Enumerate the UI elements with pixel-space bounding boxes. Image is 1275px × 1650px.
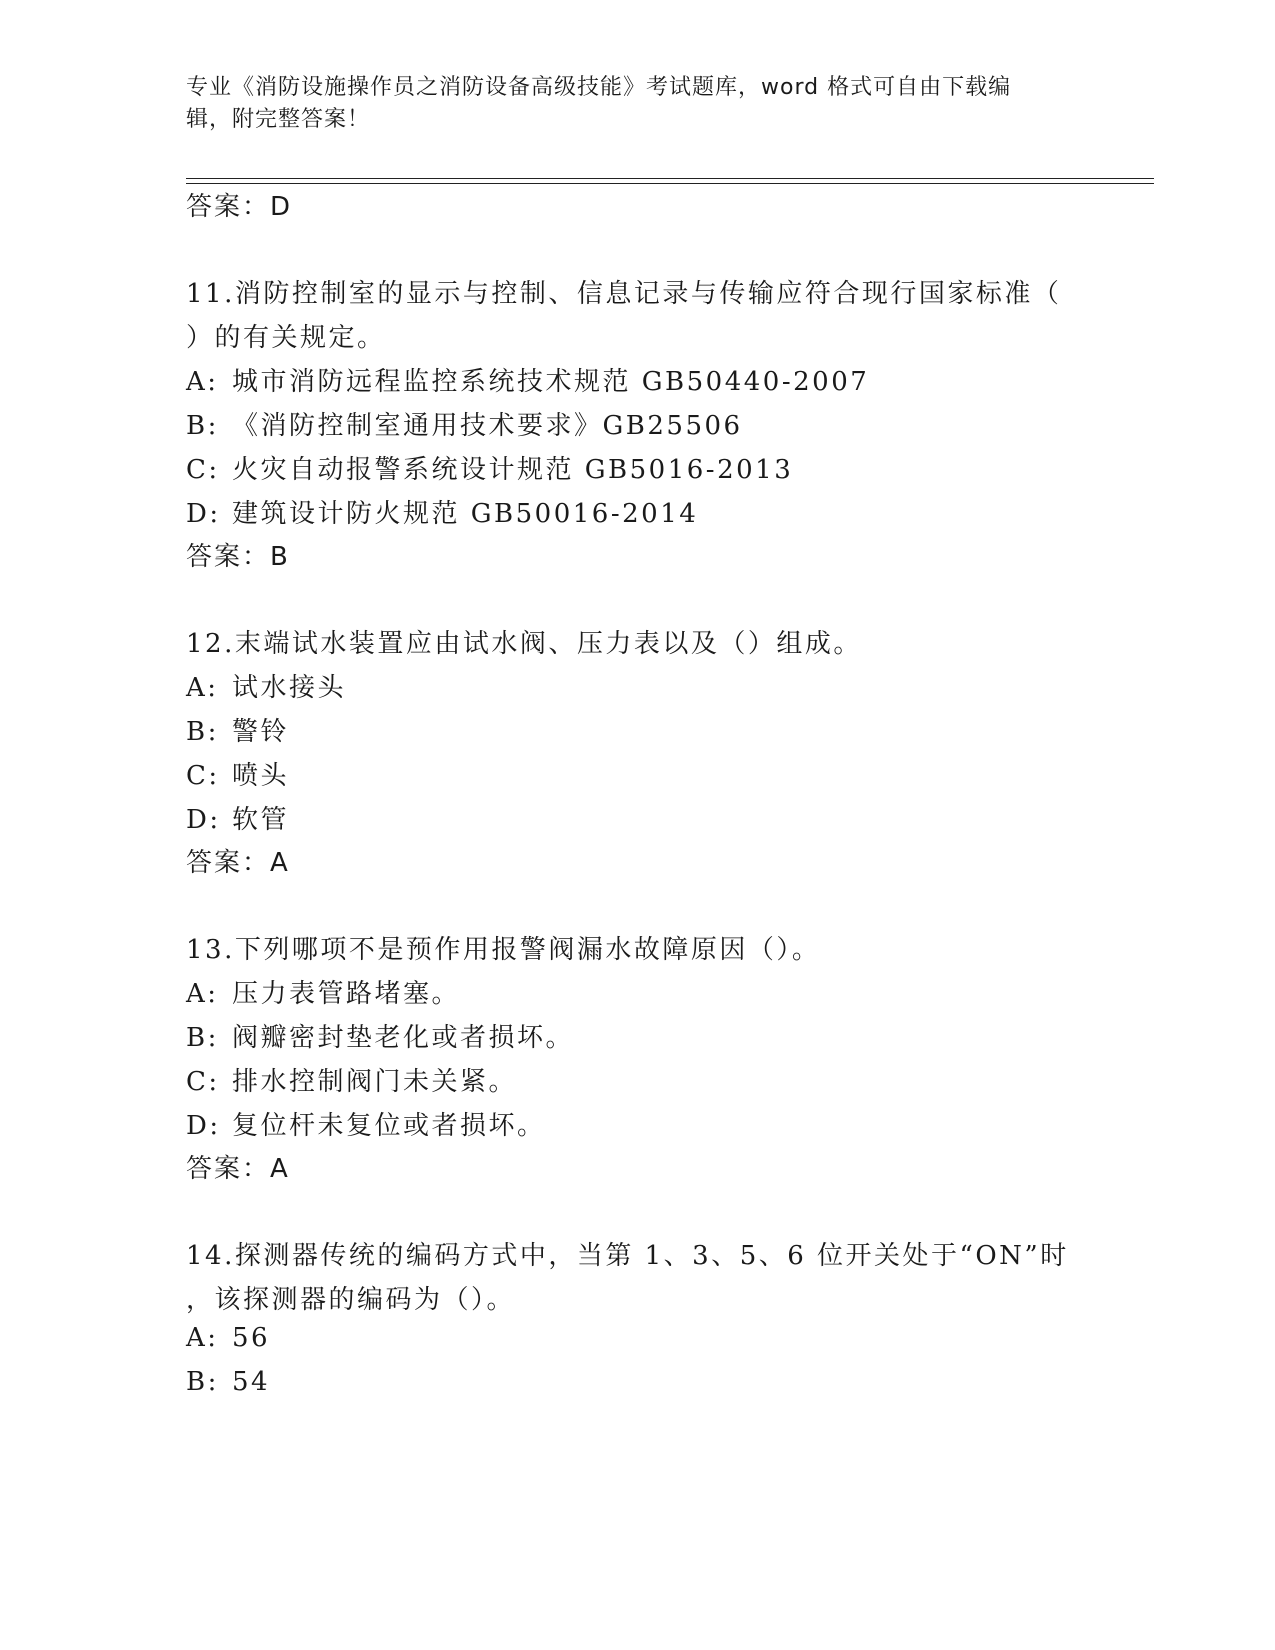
header-rule-top <box>186 178 1154 179</box>
option-text: 54 <box>232 1367 271 1397</box>
option-c <box>186 755 289 792</box>
option-c <box>186 449 793 486</box>
question-stem-line: ，该探测器的编码为（）。 <box>186 1285 516 1315</box>
option-text: 软管 <box>232 805 290 835</box>
option-d <box>186 493 698 530</box>
option-label: A: <box>186 367 219 397</box>
option-text: 喷头 <box>232 761 290 791</box>
answer: 答案：A <box>186 848 290 878</box>
question-stem-line: 13.下列哪项不是预作用报警阀漏水故障原因（）。 <box>186 935 821 965</box>
header-rule-bottom <box>186 183 1154 184</box>
option-text: 警铃 <box>232 717 290 747</box>
answer: 答案：B <box>186 542 290 572</box>
option-label: B: <box>186 1023 219 1053</box>
option-text: 压力表管路堵塞。 <box>232 979 461 1009</box>
option-label: B: <box>186 717 219 747</box>
header-line-2: 辑，附完整答案！ <box>186 107 371 132</box>
option-label: B: <box>186 411 219 441</box>
option-label: C: <box>186 1067 220 1097</box>
previous-answer: 答案：D <box>186 192 293 222</box>
question-stem-line: 11.消防控制室的显示与控制、信息记录与传输应符合现行国家标准（ <box>186 279 1062 309</box>
header-line-1: 专业《消防设施操作员之消防设备高级技能》考试题库，word 格式可自由下载编 <box>186 75 1012 100</box>
question-stem-line: 14.探测器传统的编码方式中，当第 1、3、5、6 位开关处于“ON”时 <box>186 1241 1069 1271</box>
option-label: B: <box>186 1367 219 1397</box>
option-text: 试水接头 <box>232 673 347 703</box>
option-c <box>186 1061 517 1098</box>
answer: 答案：A <box>186 1154 290 1184</box>
option-a <box>186 973 460 1010</box>
question-stem-line: ）的有关规定。 <box>186 323 386 353</box>
option-d <box>186 1105 546 1142</box>
option-text: 建筑设计防火规范 GB50016-2014 <box>232 499 699 529</box>
option-d <box>186 799 289 836</box>
option-a <box>186 1323 270 1353</box>
option-b <box>186 1367 270 1397</box>
question-stem-line: 12.末端试水装置应由试水阀、压力表以及（）组成。 <box>186 629 862 659</box>
option-label: D: <box>186 805 221 835</box>
option-text: 阀瓣密封垫老化或者损坏。 <box>232 1023 575 1053</box>
option-label: C: <box>186 455 220 485</box>
option-b <box>186 711 289 748</box>
option-text: 《消防控制室通用技术要求》GB25506 <box>232 411 743 441</box>
option-text: 56 <box>232 1323 271 1353</box>
document-header <box>186 72 1066 136</box>
option-b <box>186 1017 574 1054</box>
option-text: 复位杆未复位或者损坏。 <box>232 1111 546 1141</box>
option-text: 火灾自动报警系统设计规范 GB5016-2013 <box>232 455 794 485</box>
option-label: A: <box>186 1323 219 1353</box>
option-text: 排水控制阀门未关紧。 <box>232 1067 518 1097</box>
option-label: D: <box>186 1111 221 1141</box>
option-a <box>186 361 869 398</box>
option-label: A: <box>186 979 219 1009</box>
option-b <box>186 405 743 442</box>
option-a <box>186 667 346 704</box>
option-label: C: <box>186 761 220 791</box>
option-label: D: <box>186 499 221 529</box>
option-label: A: <box>186 673 219 703</box>
option-text: 城市消防远程监控系统技术规范 GB50440-2007 <box>232 367 870 397</box>
